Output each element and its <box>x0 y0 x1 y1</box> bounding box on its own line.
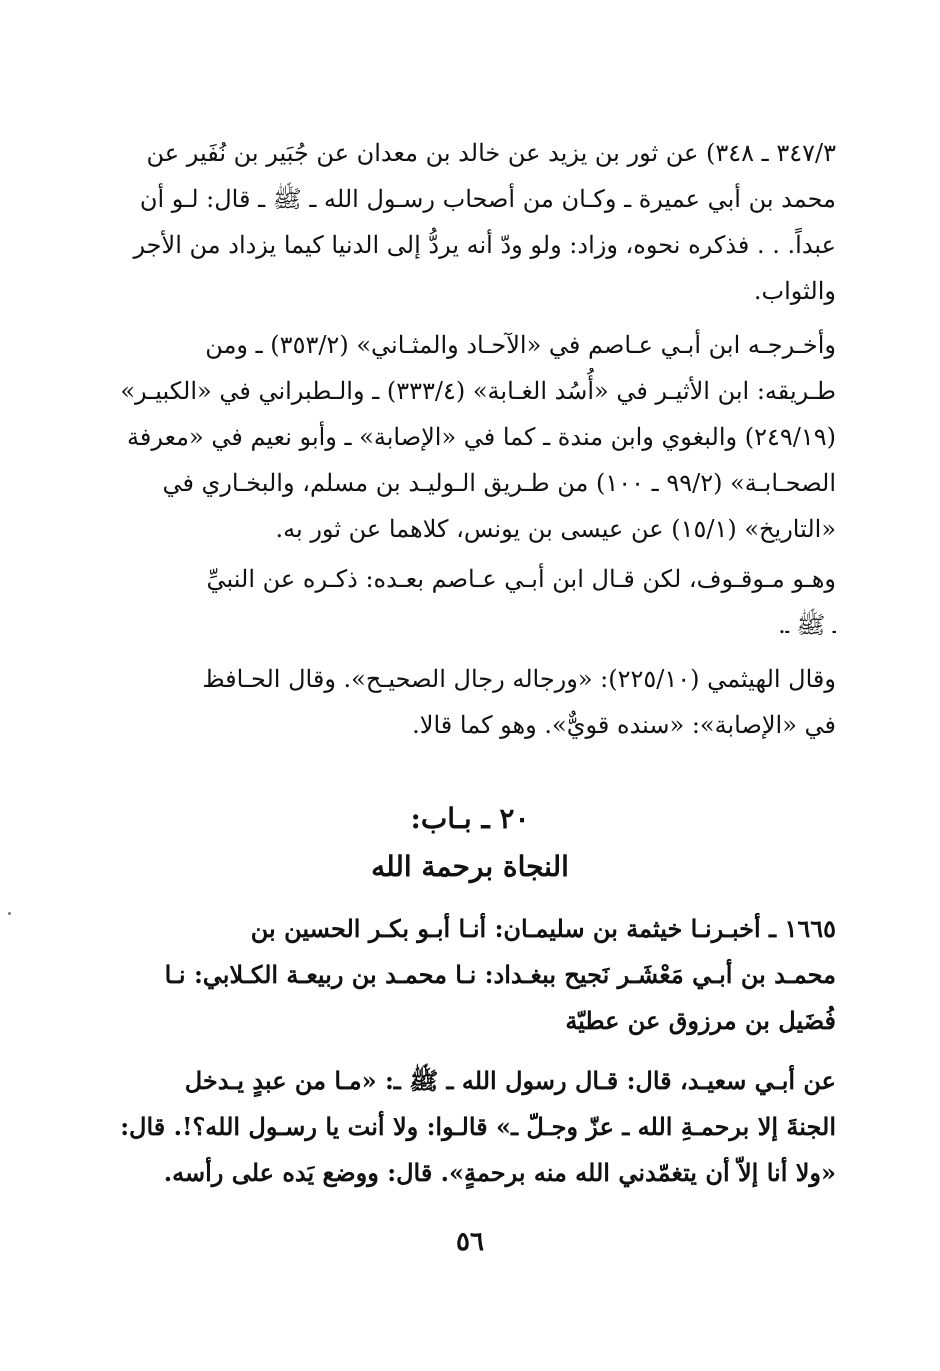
text-line: ٣٤٧/٣ ـ ٣٤٨) عن ثور بن يزيد عن خالد بن معدان عن جُبَير بن نُفَير عن <box>146 139 836 167</box>
text-line: «ولا أنا إلاّ أن يتغمّدني الله منه برحمةٍ». قال: ووضع يَده على رأسه. <box>163 1158 836 1187</box>
hadith-isnad <box>108 906 836 1044</box>
text-line: «التاريخ» (١٥/١) عن عيسى بن يونس، كلاهما عن ثور به. <box>275 515 836 543</box>
commentary-paragraph-3 <box>108 556 836 648</box>
text-line: عبداً. . . فذكره نحوه، وزاد: ولو ودّ أنه يردُّ إلى الدنيا كيما يزداد من الأجر <box>133 231 836 259</box>
commentary-paragraph-1 <box>108 130 836 314</box>
commentary-paragraph-4 <box>108 656 836 748</box>
text-line: ١٦٦٥ ـ أخبـرنـا خيثمة بن سليمـان: أنـا أبـو بكـر الحسين بن <box>250 914 836 943</box>
text-line: طـريقه: ابن الأثيـر في «أُسُد الغـابة» (٣٣٣/٤) ـ والـطبراني في «الكبيـر» <box>120 377 836 405</box>
text-line: عن أبـي سعيـد، قال: قـال رسول الله ـ ﷺ ـ: «مـا من عبدٍ يـدخل <box>184 1066 836 1095</box>
text-line: وأخـرجـه ابن أبـي عـاصم في «الآحـاد والمثـاني» (٣٥٣/٢) ـ ومن <box>205 331 836 359</box>
text-line: وهـو مـوقـوف، لكن قـال ابن أبـي عـاصم بعـده: ذكـره عن النبيِّ <box>206 565 836 593</box>
text-line: الجنةَ إلا برحمـةِ الله ـ عزّ وجـلّ ـ» قالـوا: ولا أنت يا رسـول الله؟!. قال: <box>120 1112 836 1141</box>
scan-speck <box>8 912 11 915</box>
text-line: والثواب. <box>753 277 836 305</box>
hadith-matn <box>108 1058 836 1196</box>
chapter-title: النجاة برحمة الله <box>371 850 569 883</box>
text-line: الصحـابـة» (٩٩/٢ ـ ١٠٠) من طـريق الـوليـد بن مسلم، والبخـاري في <box>162 469 836 497</box>
chapter-number: ٢٠ ـ بـاب: <box>410 802 530 835</box>
text-line: (٢٤٩/١٩) والبغوي وابن مندة ـ كما في «الإصابة» ـ وأبو نعيم في «معرفة <box>127 423 836 451</box>
text-line: محمد بن أبي عميرة ـ وكـان من أصحاب رسـول الله ـ ﷺ ـ قال: لـو أن <box>139 185 836 213</box>
text-line: محمـد بن أبـي مَعْشَـر نَجيح ببغـداد: نـا محمـد بن ربيعـة الكـلابي: نـا <box>164 960 836 989</box>
text-line: ـ ﷺ ـ. <box>778 611 836 639</box>
text-line: في «الإصابة»: «سنده قويٌّ». وهو كما قالا. <box>412 711 836 739</box>
commentary-paragraph-2 <box>108 322 836 552</box>
page-number: ٥٦ <box>456 1227 484 1257</box>
text-line: وقال الهيثمي (٢٢٥/١٠): «ورجاله رجال الصحيـح». وقال الحـافظ <box>202 665 836 693</box>
text-line: فُضَيل بن مرزوق عن عطيّة <box>565 1006 836 1035</box>
